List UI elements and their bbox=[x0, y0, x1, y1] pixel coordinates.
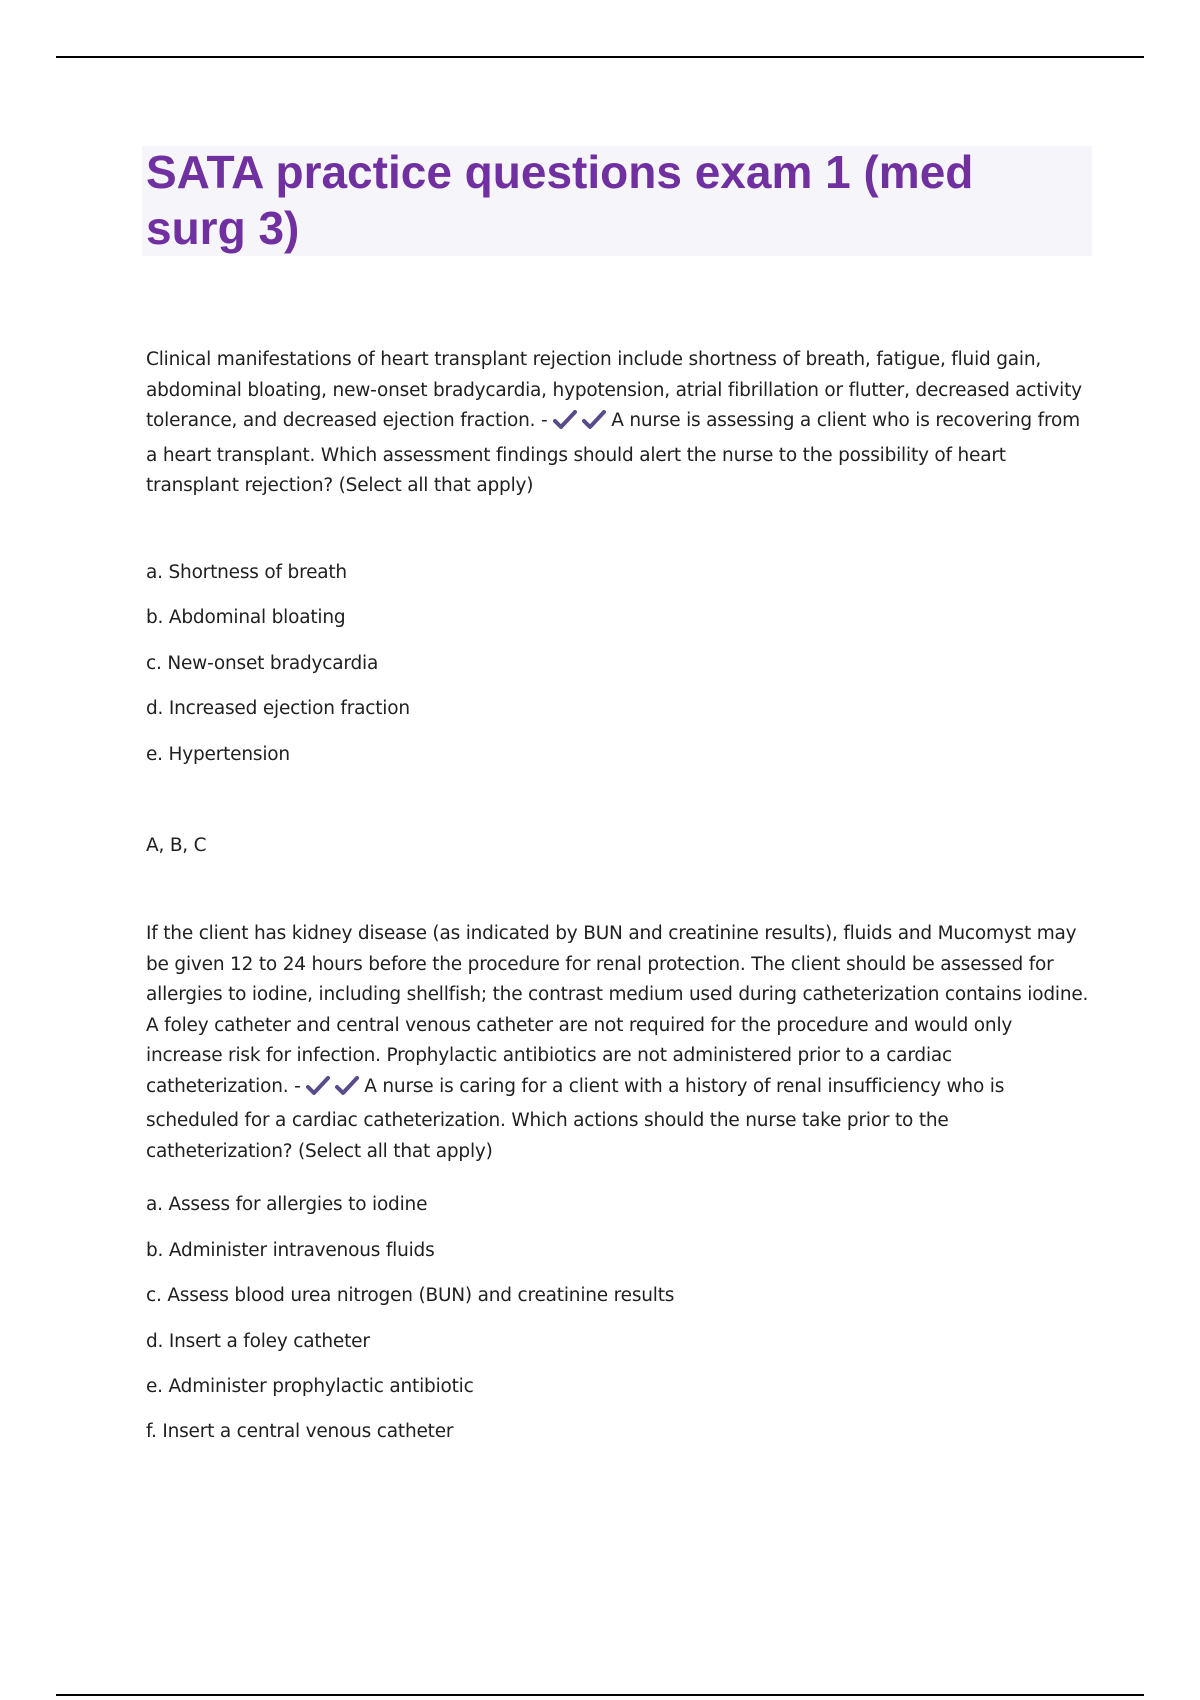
question-2-text: A nurse is caring for a client with a history of renal insufficiency who is scheduled for a cardiac catheterization. Which actions should the nurse take prior to the catheterization? (Select all that apply) bbox=[146, 1075, 1005, 1162]
q1-option-e: e. Hypertension bbox=[146, 744, 290, 765]
document-title: SATA practice questions exam 1 (med surg 3) bbox=[146, 146, 974, 254]
q1-option-c: c. New-onset bradycardia bbox=[146, 653, 379, 674]
question-1-rationale: Clinical manifestations of heart transplant rejection include shortness of breath, fatigue, fluid gain, abdominal bloating, new-onset bradycardia, hypotension, atrial fibrillation or flutter, decreased activity tolerance, and decreased ejection fraction. - bbox=[146, 349, 1082, 431]
q2-option-b: b. Administer intravenous fluids bbox=[146, 1240, 435, 1261]
q1-option-a: a. Shortness of breath bbox=[146, 562, 347, 583]
check-icon bbox=[553, 410, 578, 441]
top-rule bbox=[56, 56, 1144, 58]
check-icon bbox=[306, 1076, 331, 1107]
question-1-text: A nurse is assessing a client who is recovering from a heart transplant. Which assessment findings should alert the nurse to the possibility of heart transplant rejection? (Select all that apply) bbox=[146, 410, 1080, 496]
q1-option-b: b. Abdominal bloating bbox=[146, 607, 346, 628]
bottom-rule bbox=[56, 1694, 1144, 1696]
q2-option-a: a. Assess for allergies to iodine bbox=[146, 1194, 428, 1215]
q1-answer: A, B, C bbox=[146, 835, 207, 856]
q1-option-d: d. Increased ejection fraction bbox=[146, 698, 410, 719]
check-icon bbox=[582, 410, 607, 441]
check-icon bbox=[335, 1076, 360, 1107]
question-block-2 bbox=[146, 919, 1092, 1167]
question-2-paragraph bbox=[146, 919, 1092, 1167]
question-1-paragraph bbox=[146, 345, 1092, 502]
q2-option-d: d. Insert a foley catheter bbox=[146, 1331, 370, 1352]
question-2-rationale: If the client has kidney disease (as indicated by BUN and creatinine results), fluids and Mucomyst may be given 12 to 24 hours before the procedure for renal protection. The client should be assessed for allergies to iodine, including shellfish; the contrast medium used during catheterization contains iodine. A foley catheter and central venous catheter are not required for the procedure and would only increase risk for infection. Prophylactic antibiotics are not administered prior to a cardiac catheterization. - bbox=[146, 923, 1089, 1097]
q2-option-c: c. Assess blood urea nitrogen (BUN) and creatinine results bbox=[146, 1285, 675, 1306]
question-block-1 bbox=[146, 345, 1092, 502]
q2-option-f: f. Insert a central venous catheter bbox=[146, 1421, 454, 1442]
q2-option-e: e. Administer prophylactic antibiotic bbox=[146, 1376, 474, 1397]
